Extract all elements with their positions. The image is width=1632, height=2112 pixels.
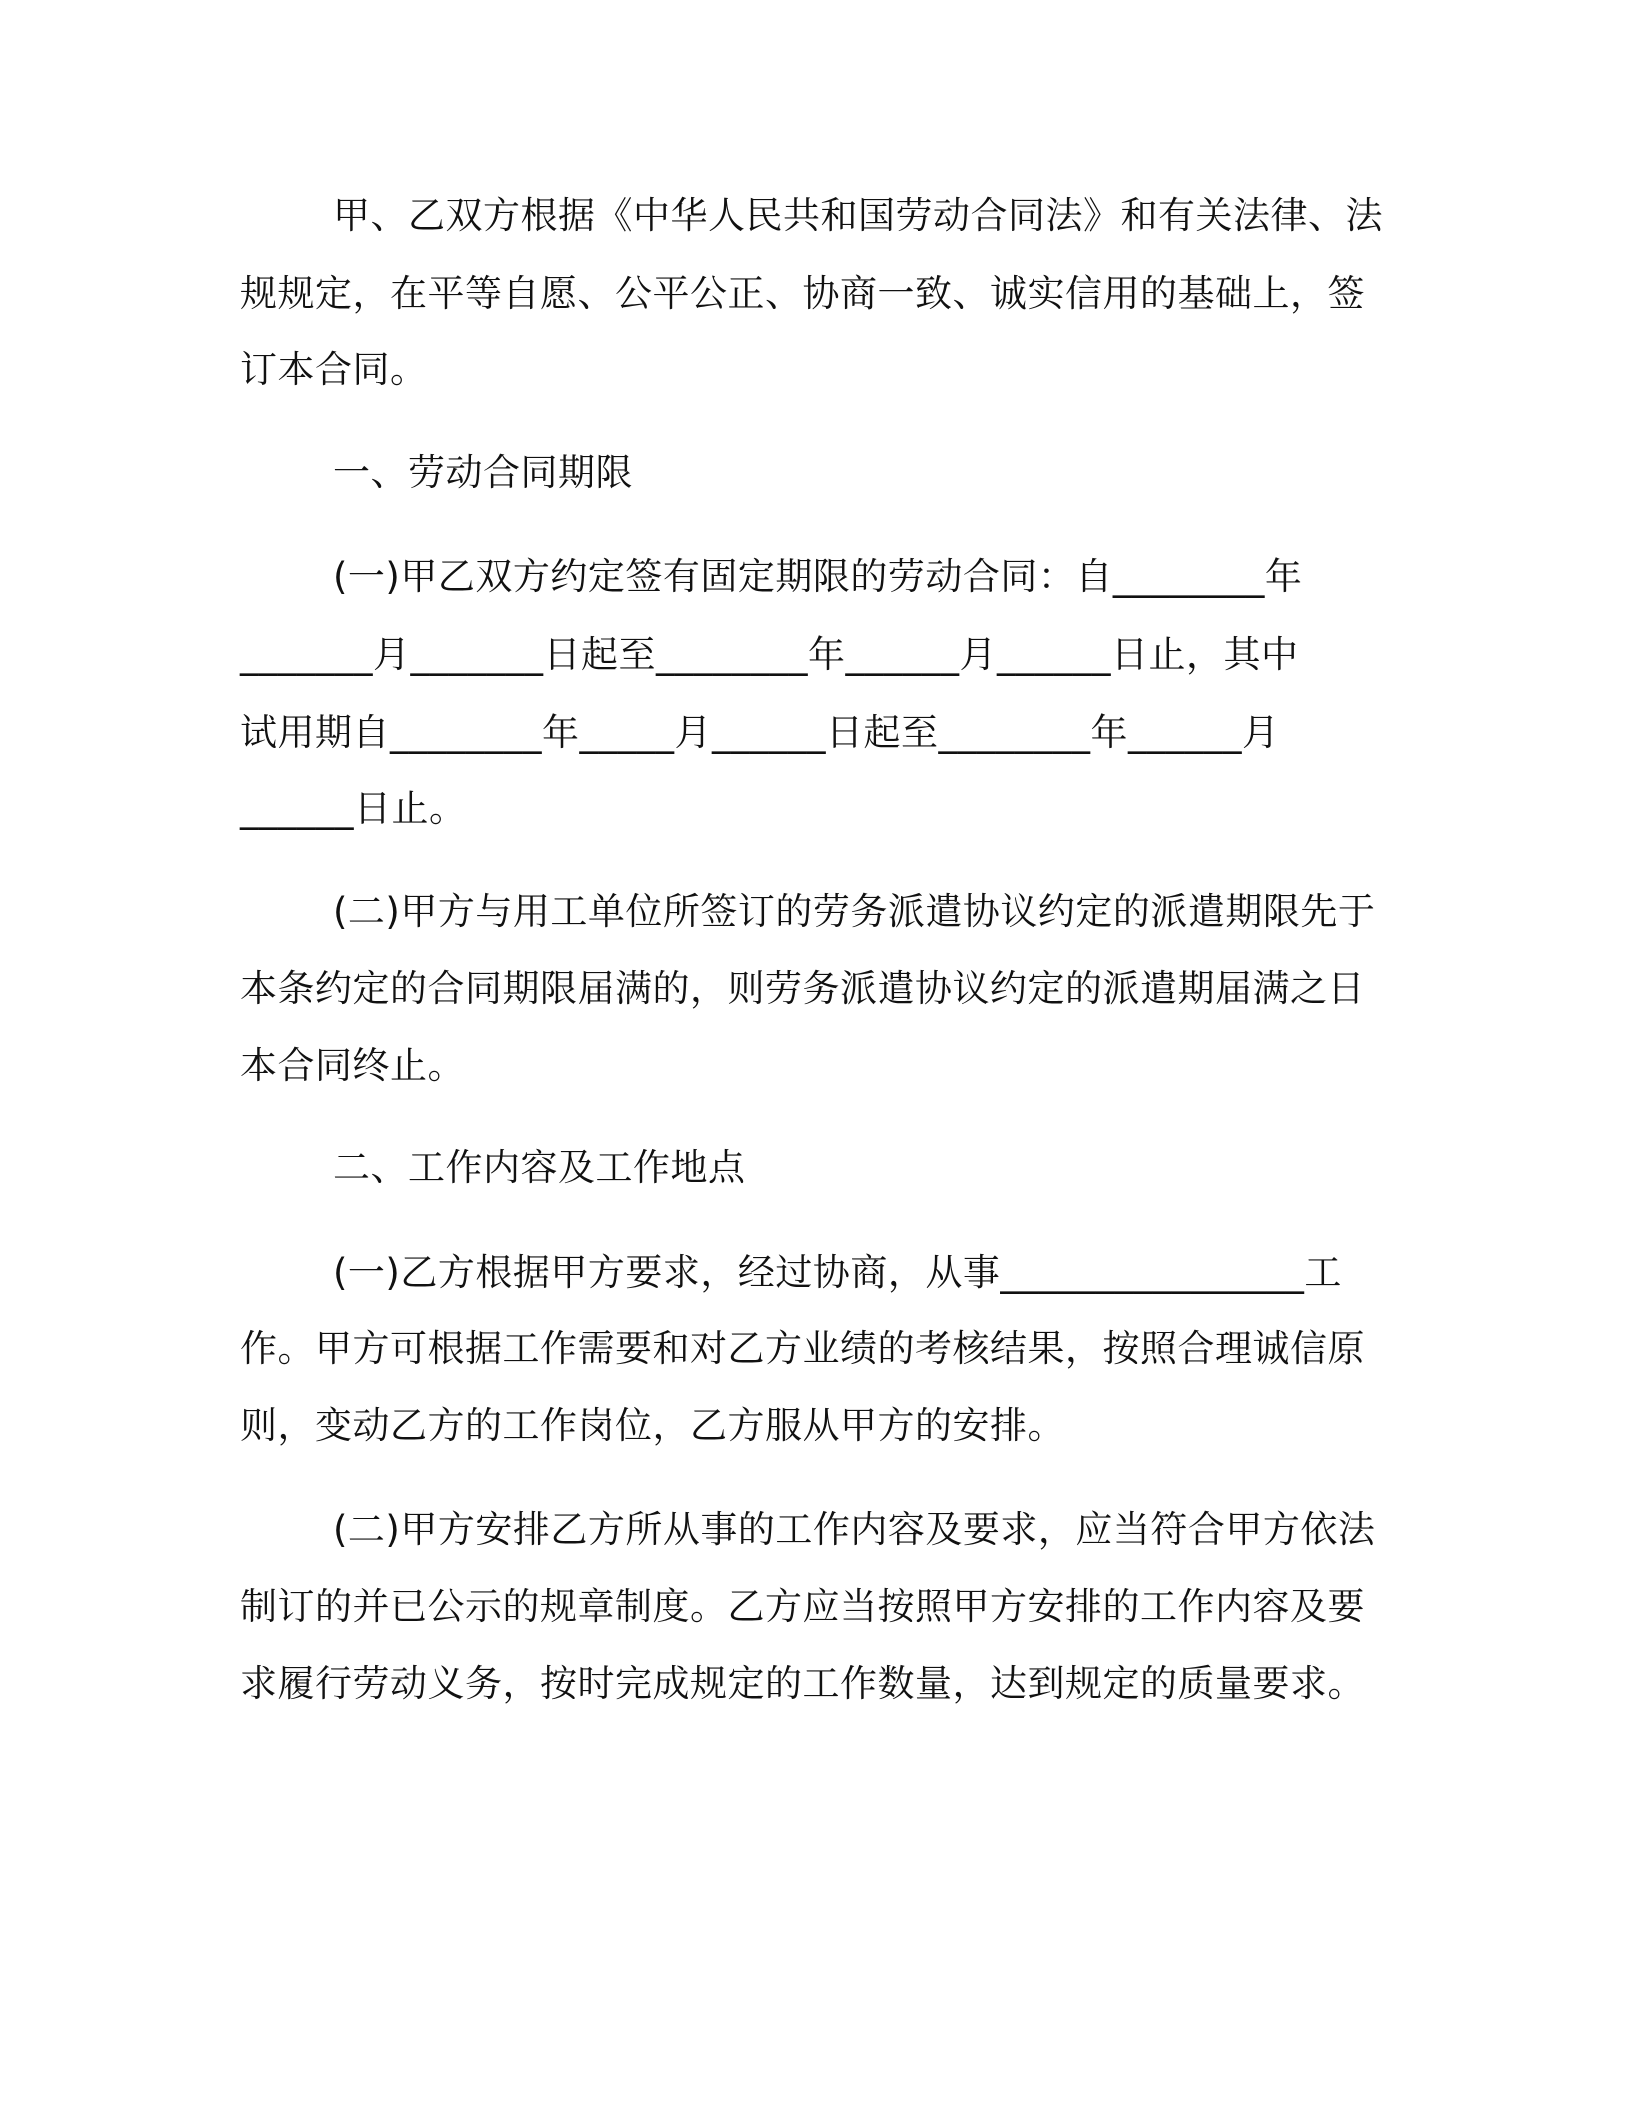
section-1-item-1-line-1: (一)甲乙双方约定签有固定期限的劳动合同：自________年 bbox=[333, 555, 1303, 598]
intro-line-1: 甲、乙双方根据《中华人民共和国劳动合同法》和有关法律、法 bbox=[333, 194, 1383, 237]
section-2-item-1-line-1: (一)乙方根据甲方要求，经过协商，从事________________工 bbox=[333, 1251, 1342, 1294]
section-2-item-1-line-3: 则，变动乙方的工作岗位，乙方服从甲方的安排。 bbox=[240, 1404, 1065, 1447]
section-2-item-2-line-1: (二)甲方安排乙方所从事的工作内容及要求，应当符合甲方依法 bbox=[333, 1508, 1376, 1551]
section-2-item-2-line-3: 求履行劳动义务，按时完成规定的工作数量，达到规定的质量要求。 bbox=[240, 1662, 1365, 1705]
section-1-item-2-line-1: (二)甲方与用工单位所签订的劳务派遣协议约定的派遣期限先于 bbox=[333, 890, 1376, 933]
section-1-item-2-line-2: 本条约定的合同期限届满的，则劳务派遣协议约定的派遣期届满之日 bbox=[240, 967, 1365, 1010]
section-2-heading: 二、工作内容及工作地点 bbox=[333, 1146, 746, 1189]
section-2-item-2-line-2: 制订的并已公示的规章制度。乙方应当按照甲方安排的工作内容及要 bbox=[240, 1585, 1365, 1628]
section-1-item-1-line-3: 试用期自________年_____月______日起至________年______月 bbox=[240, 711, 1280, 754]
section-1-heading: 一、劳动合同期限 bbox=[333, 451, 633, 494]
section-1-item-1-line-4: ______日止。 bbox=[240, 787, 467, 830]
section-2-item-1-line-2: 作。甲方可根据工作需要和对乙方业绩的考核结果，按照合理诚信原 bbox=[240, 1327, 1365, 1370]
section-1-item-2-line-3: 本合同终止。 bbox=[240, 1044, 465, 1087]
section-1-item-1-line-2: _______月_______日起至________年______月______日止，其中 bbox=[240, 633, 1299, 676]
intro-line-3: 订本合同。 bbox=[240, 348, 428, 391]
intro-line-2: 规规定，在平等自愿、公平公正、协商一致、诚实信用的基础上，签 bbox=[240, 272, 1365, 315]
